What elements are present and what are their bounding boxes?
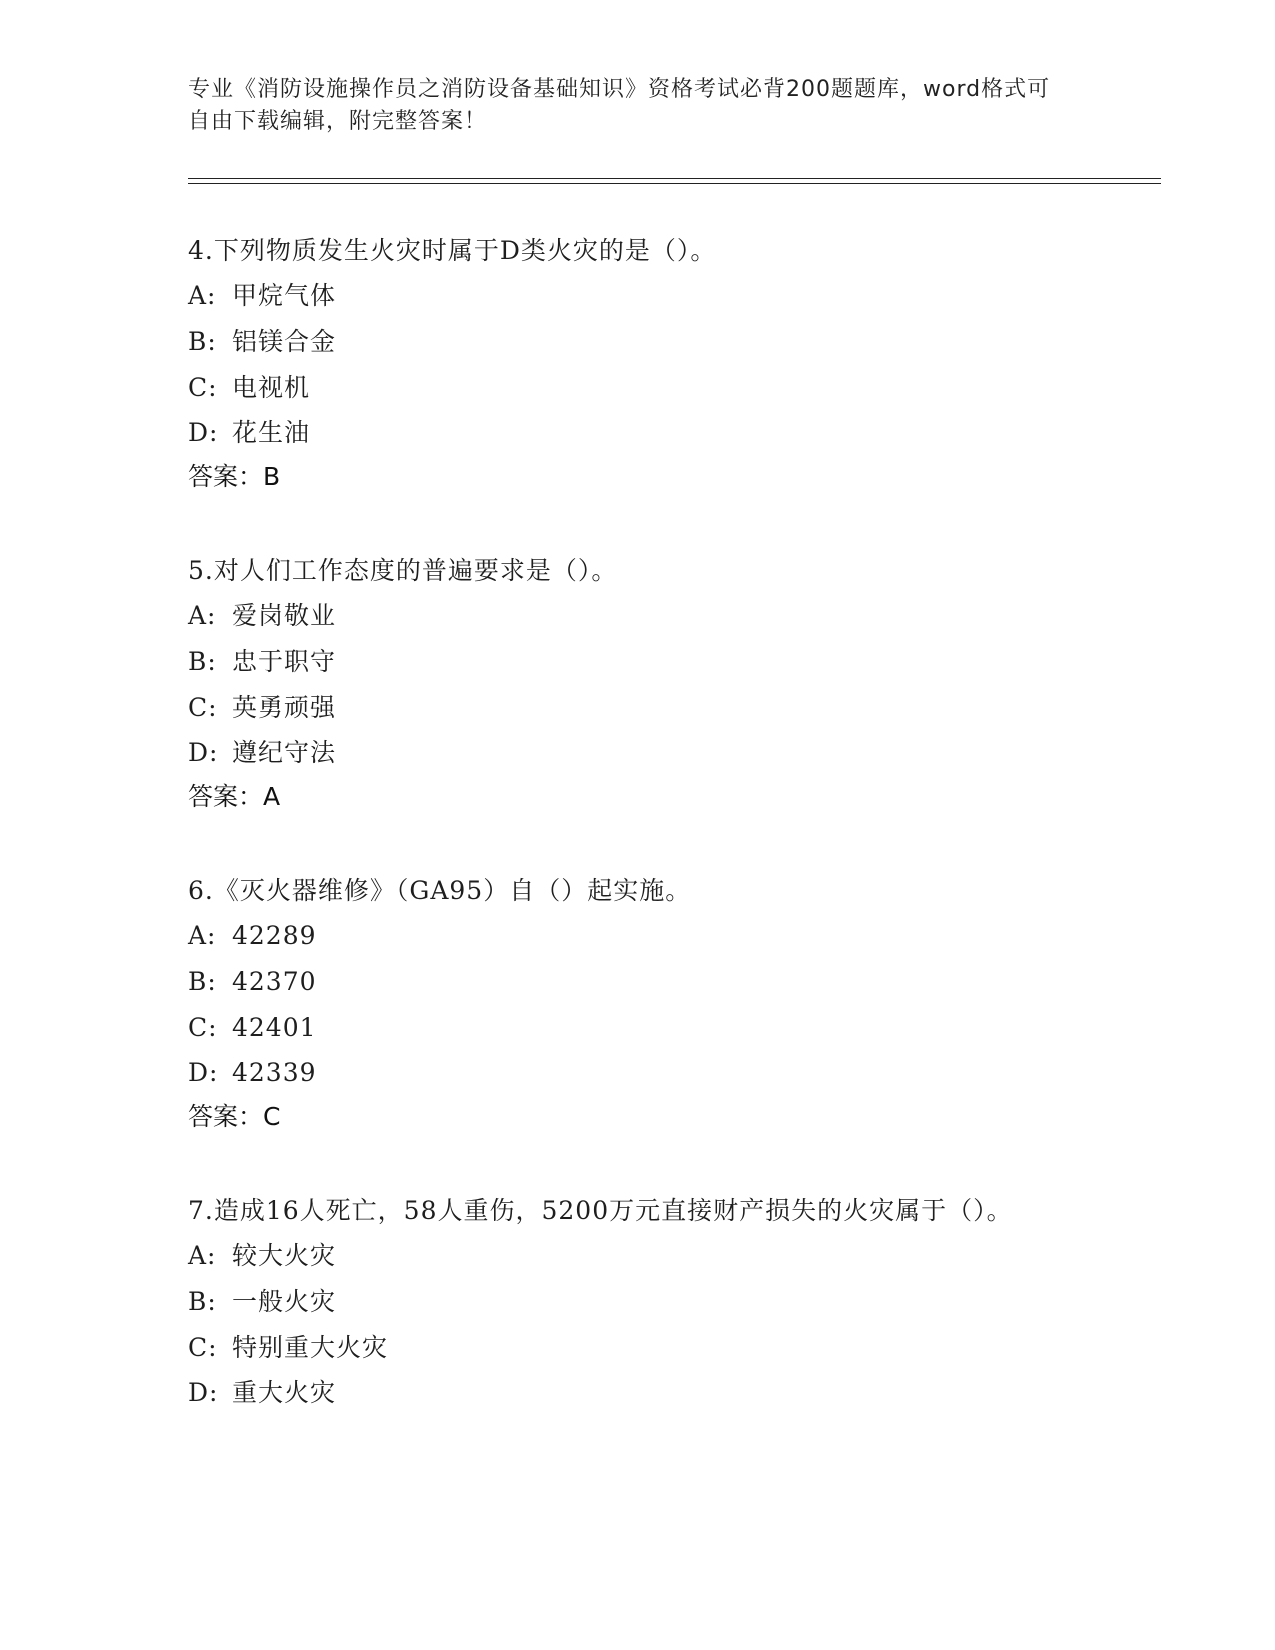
option-a bbox=[188, 273, 1068, 319]
question-7 bbox=[188, 1188, 1068, 1416]
option-text: 42289 bbox=[232, 921, 317, 950]
document-intro: 专业《消防设施操作员之消防设备基础知识》资格考试必背200题题库，word格式可自由下载编辑，附完整答案！ bbox=[188, 77, 1051, 134]
answer-line: 答案：C bbox=[188, 1102, 281, 1132]
option-d bbox=[188, 1370, 1068, 1416]
header-divider-top bbox=[188, 178, 1161, 179]
option-label: A: bbox=[188, 921, 217, 950]
answer-line: 答案：B bbox=[188, 462, 281, 492]
option-text: 英勇顽强 bbox=[232, 692, 337, 722]
question-stem: 6.《灭火器维修》（GA95）自（）起实施。 bbox=[188, 876, 692, 905]
option-label: B: bbox=[188, 966, 217, 996]
option-d bbox=[188, 1050, 1068, 1096]
question-stem: 5.对人们工作态度的普遍要求是（）。 bbox=[188, 556, 618, 585]
option-label: A: bbox=[188, 601, 217, 630]
option-label: B: bbox=[188, 326, 217, 356]
option-text: 花生油 bbox=[232, 418, 311, 448]
answer-line: 答案：A bbox=[188, 782, 281, 812]
option-b bbox=[188, 959, 1068, 1005]
option-text: 甲烷气体 bbox=[232, 281, 337, 310]
question-5 bbox=[188, 548, 1068, 818]
option-c bbox=[188, 365, 1068, 411]
option-d bbox=[188, 730, 1068, 776]
option-d bbox=[188, 410, 1068, 456]
option-text: 42370 bbox=[232, 966, 317, 996]
question-stem: 4.下列物质发生火灾时属于D类火灾的是（）。 bbox=[188, 236, 717, 265]
option-a bbox=[188, 913, 1068, 959]
option-text: 一般火灾 bbox=[232, 1286, 337, 1316]
option-label: D: bbox=[188, 1378, 219, 1408]
option-label: A: bbox=[188, 1241, 217, 1270]
option-label: A: bbox=[188, 281, 217, 310]
option-text: 特别重大火灾 bbox=[232, 1332, 389, 1362]
header-divider-bottom bbox=[188, 183, 1161, 184]
option-b bbox=[188, 1279, 1068, 1325]
option-text: 42339 bbox=[232, 1058, 317, 1088]
option-label: B: bbox=[188, 646, 217, 676]
option-a bbox=[188, 593, 1068, 639]
question-4 bbox=[188, 228, 1068, 498]
option-text: 较大火灾 bbox=[232, 1241, 337, 1270]
option-label: D: bbox=[188, 1058, 219, 1088]
option-c bbox=[188, 685, 1068, 731]
question-stem: 7.造成16人死亡，58人重伤，5200万元直接财产损失的火灾属于（）。 bbox=[188, 1196, 1013, 1225]
option-text: 42401 bbox=[232, 1012, 317, 1042]
option-text: 爱岗敬业 bbox=[232, 601, 337, 630]
option-text: 重大火灾 bbox=[232, 1378, 337, 1408]
option-text: 忠于职守 bbox=[232, 646, 337, 676]
option-b bbox=[188, 639, 1068, 685]
option-text: 电视机 bbox=[232, 372, 311, 402]
option-label: C: bbox=[188, 1332, 218, 1362]
option-c bbox=[188, 1325, 1068, 1371]
option-text: 遵纪守法 bbox=[232, 738, 337, 768]
option-a bbox=[188, 1233, 1068, 1279]
option-text: 铝镁合金 bbox=[232, 326, 337, 356]
option-c bbox=[188, 1005, 1068, 1051]
option-label: D: bbox=[188, 738, 219, 768]
question-6 bbox=[188, 868, 1068, 1138]
option-label: B: bbox=[188, 1286, 217, 1316]
option-label: D: bbox=[188, 418, 219, 448]
option-label: C: bbox=[188, 372, 218, 402]
option-label: C: bbox=[188, 692, 218, 722]
option-label: C: bbox=[188, 1012, 218, 1042]
option-b bbox=[188, 319, 1068, 365]
